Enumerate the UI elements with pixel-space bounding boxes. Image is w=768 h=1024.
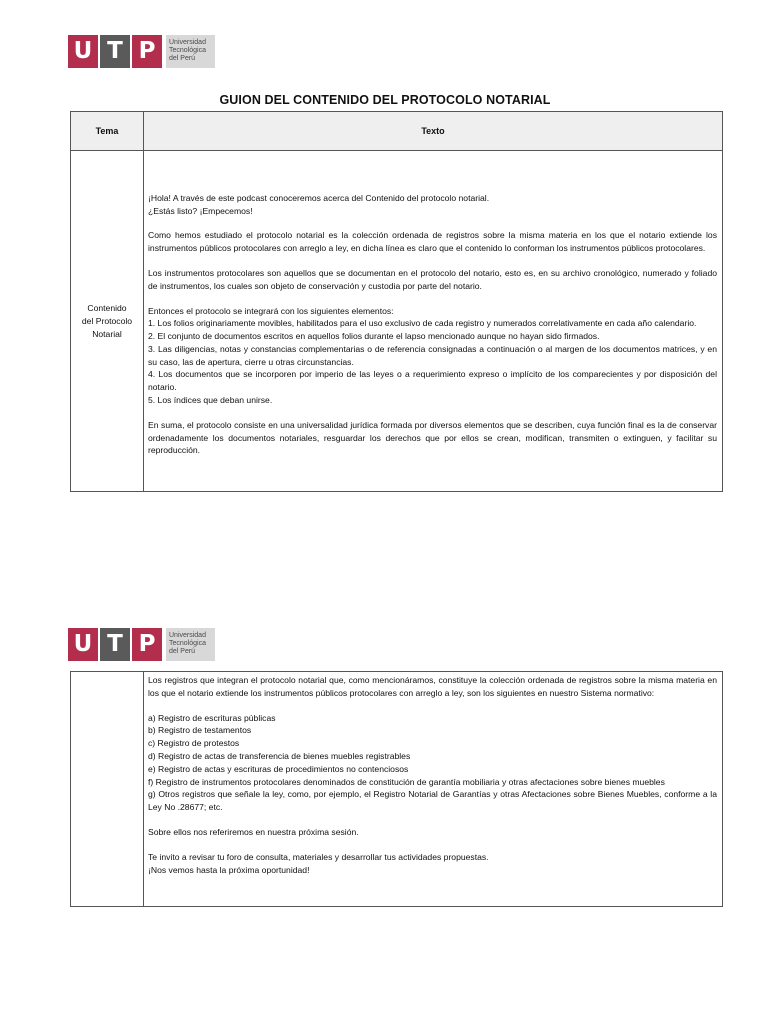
logo-letter-u: U xyxy=(68,628,98,661)
continuation-table xyxy=(70,671,723,907)
logo-letter-u: U xyxy=(68,35,98,68)
logo-line: Tecnológica xyxy=(169,639,206,647)
tema-cell-empty xyxy=(71,672,144,907)
logo-letter-p: P xyxy=(132,628,162,661)
logo-line: del Perú xyxy=(169,647,196,655)
table-row xyxy=(71,672,723,907)
texto-cell xyxy=(144,151,723,492)
list-item: g) Otros registros que señale la ley, como, por ejemplo, el Registro Notarial de Garantías y otras Afectaciones sobre Bienes Muebles, conforme a la Ley No .28677; etc. xyxy=(148,789,717,813)
tema-label: Contenido del Protocolo Notarial xyxy=(81,302,133,339)
header-texto: Texto xyxy=(144,112,723,151)
logo-line: del Perú xyxy=(169,54,196,62)
logo-subtitle xyxy=(166,35,215,68)
list-item: d) Registro de actas de transferencia de bienes muebles registrables xyxy=(148,750,411,761)
logo-line: Universidad xyxy=(169,38,206,46)
paragraph: ¡Hola! A través de este podcast conoceremos acerca del Contenido del protocolo notarial. xyxy=(148,192,490,203)
logo-subtitle xyxy=(166,628,215,661)
paragraph: Sobre ellos nos referiremos en nuestra próxima sesión. xyxy=(148,826,359,837)
utp-logo xyxy=(68,627,215,661)
logo-letter-t: T xyxy=(100,35,130,68)
paragraph: Te invito a revisar tu foro de consulta, materiales y desarrollar tus actividades propuestas. xyxy=(148,851,489,862)
content-table xyxy=(70,111,723,492)
logo-line: Tecnológica xyxy=(169,46,206,54)
table-row xyxy=(71,151,723,492)
paragraph: Como hemos estudiado el protocolo notarial es la colección ordenada de registros sobre la misma materia en los que el notario extiende los instrumentos públicos protocolares con arreglo a ley, en dicha línea es claro que el contenido lo conforman los instrumentos públicos protocolares. xyxy=(148,230,717,254)
list-item: a) Registro de escrituras públicas xyxy=(148,712,276,723)
list-item: 3. Las diligencias, notas y constancias complementarias o de referencia consignadas a continuación o al margen de los documentos matrices, y en su caso, las de apertura, cierre u otras circunstancias. xyxy=(148,343,717,367)
logo-line: Universidad xyxy=(169,631,206,639)
paragraph: En suma, el protocolo consiste en una universalidad jurídica formada por diversos elementos que se describen, cuya función final es la de conservar ordenadamente los documentos notariales, resguardar los derechos que por ellos se crean, modifican, transmiten o extinguen, y facilitar su reproducción. xyxy=(148,419,717,456)
logo-letter-t: T xyxy=(100,628,130,661)
list-item: e) Registro de actas y escrituras de procedimientos no contenciosos xyxy=(148,763,409,774)
texto-cell xyxy=(144,672,723,907)
paragraph: Entonces el protocolo se integrará con los siguientes elementos: xyxy=(148,305,394,316)
list-item: 4. Los documentos que se incorporen por imperio de las leyes o a requerimiento expreso o implícito de los comparecientes y por disposición del notario. xyxy=(148,369,717,393)
paragraph: Los registros que integran el protocolo notarial que, como mencionáramos, constituye la colección ordenada de registros sobre la misma materia en los que el notario extiende los instrumentos públicos protocolares con arreglo a ley, son los siguientes en nuestro Sistema normativo: xyxy=(148,675,717,698)
document-title: GUION DEL CONTENIDO DEL PROTOCOLO NOTARIAL xyxy=(219,93,551,107)
list-item: f) Registro de instrumentos protocolares denominados de constitución de garantía mobiliaria y otras afectaciones sobre bienes muebles xyxy=(148,776,665,787)
paragraph: ¿Estás listo? ¡Empecemos! xyxy=(148,205,253,216)
paragraph: Los instrumentos protocolares son aquellos que se documentan en el protocolo del notario, esto es, en su archivo cronológico, numerado y foliado de instrumentos, los cuales son objeto de conservación y custodia por parte del notario. xyxy=(148,267,717,291)
tema-cell xyxy=(71,151,144,492)
list-item: b) Registro de testamentos xyxy=(148,725,252,736)
list-item: 2. El conjunto de documentos escritos en aquellos folios durante el lapso mencionado aunque no hayan sido firmados. xyxy=(148,331,600,342)
paragraph: ¡Nos vemos hasta la próxima oportunidad! xyxy=(148,864,310,875)
table-header-row xyxy=(71,112,723,151)
header-tema: Tema xyxy=(71,112,144,151)
list-item: 5. Los índices que deban unirse. xyxy=(148,395,273,406)
list-item: c) Registro de protestos xyxy=(148,738,240,749)
utp-logo xyxy=(68,34,215,68)
list-item: 1. Los folios originariamente movibles, habilitados para el uso exclusivo de cada registro y numerados correlativamente en cada año calendario. xyxy=(148,318,697,329)
logo-letter-p: P xyxy=(132,35,162,68)
